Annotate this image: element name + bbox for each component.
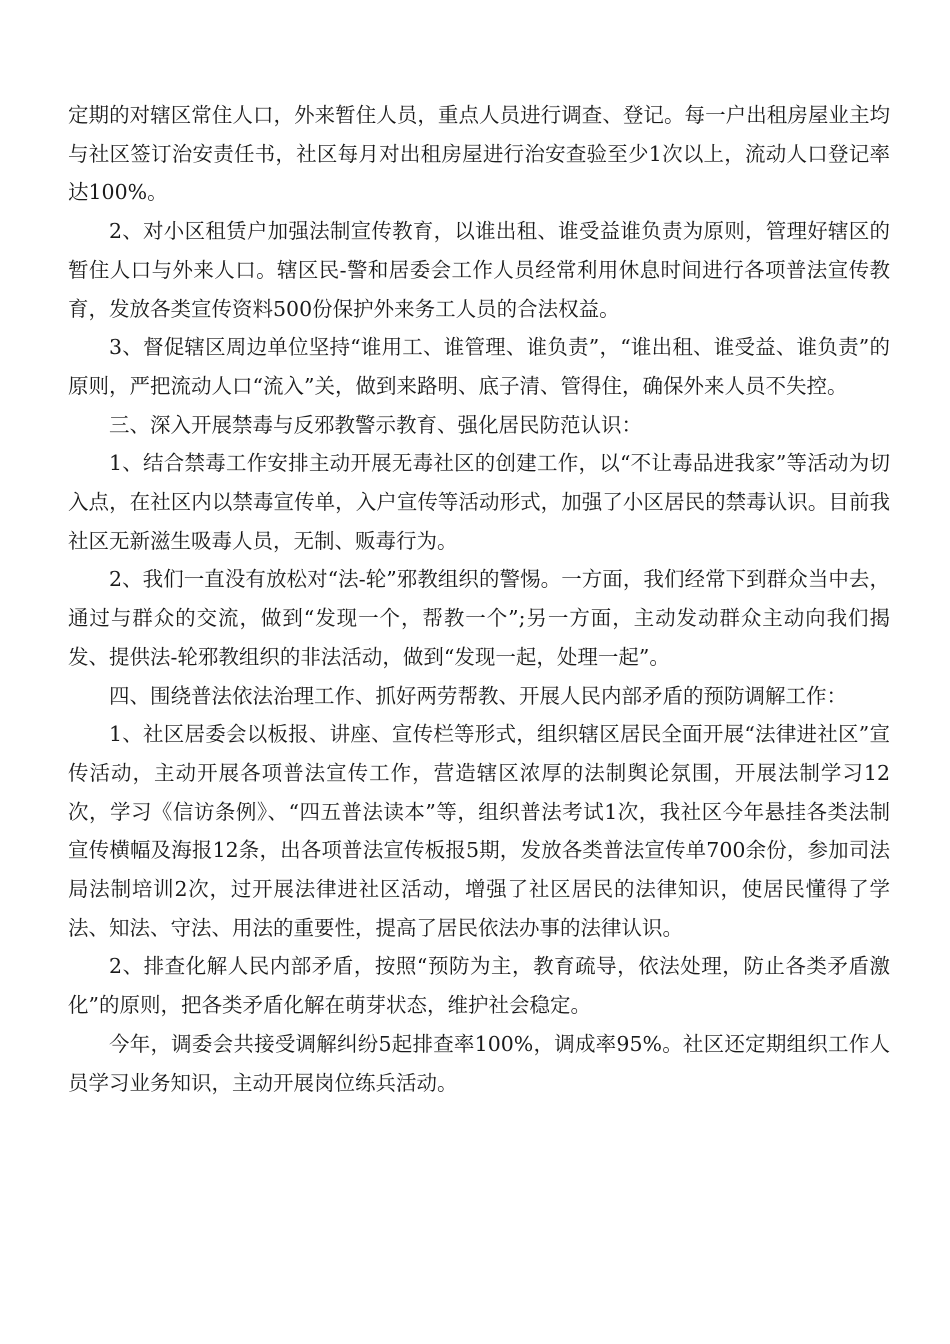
paragraph-cult-vigilance: 2、我们一直没有放松对“法-轮”邪教组织的警惕。一方面，我们经常下到群众当中去，通过与群众的交流，做到“发现一个，帮教一个”;另一方面，主动发动群众主动向我们揭发、提供法-轮邪教组织的非法活动，做到“发现一起，处理一起”。 [68,567,890,669]
paragraph-tenant-education: 2、对小区租赁户加强法制宣传教育，以谁出租、谁受益谁负责为原则，管理好辖区的暂住人口与外来人口。辖区民-警和居委会工作人员经常利用休息时间进行各项普法宣传教育，发放各类宣传资料500份保护外来务工人员的合法权益。 [68,219,890,321]
document-body [68,96,890,1102]
paragraph-continuation: 定期的对辖区常住人口，外来暂住人员，重点人员进行调查、登记。每一户出租房屋业主均与社区签订治安责任书，社区每月对出租房屋进行治安查验至少1次以上，流动人口登记率达100%。 [68,103,890,205]
paragraph-unit-supervision: 3、督促辖区周边单位坚持“谁用工、谁管理、谁负责”，“谁出租、谁受益、谁负责”的原则，严把流动人口“流入”关，做到来路明、底子清、管得住，确保外来人员不失控。 [68,335,890,398]
section-heading-4: 四、围绕普法依法治理工作、抓好两劳帮教、开展人民内部矛盾的预防调解工作： [109,683,847,708]
paragraph-law-education: 1、社区居委会以板报、讲座、宣传栏等形式，组织辖区居民全面开展“法律进社区”宣传活动，主动开展各项普法宣传工作，营造辖区浓厚的法制舆论氛围，开展法制学习12次，学习《信访条例》、“四五普法读本”等，组织普法考试1次，我社区今年悬挂各类法制宣传横幅及海报12条，出各项普法宣传板报5期，发放各类普法宣传单700余份，参加司法局法制培训2次，过开展法律进社区活动，增强了社区居民的法律知识，使居民懂得了学法、知法、守法、用法的重要性，提高了居民依法办事的法律认识。 [68,722,890,940]
paragraph-mediation-stats: 今年，调委会共接受调解纠纷5起排查率100%，调成率95%。社区还定期组织工作人员学习业务知识，主动开展岗位练兵活动。 [68,1031,890,1095]
section-heading-3: 三、深入开展禁毒与反邪教警示教育、强化居民防范认识： [109,412,642,437]
paragraph-conflict-resolution: 2、排查化解人民内部矛盾，按照“预防为主，教育疏导，依法处理，防止各类矛盾激化”的原则，把各类矛盾化解在萌芽状态，维护社会稳定。 [68,954,890,1018]
paragraph-drug-prevention: 1、结合禁毒工作安排主动开展无毒社区的创建工作，以“不让毒品进我家”等活动为切入点，在社区内以禁毒宣传单，入户宣传等活动形式，加强了小区居民的禁毒认识。目前我社区无新滋生吸毒人员，无制、贩毒行为。 [68,451,890,553]
